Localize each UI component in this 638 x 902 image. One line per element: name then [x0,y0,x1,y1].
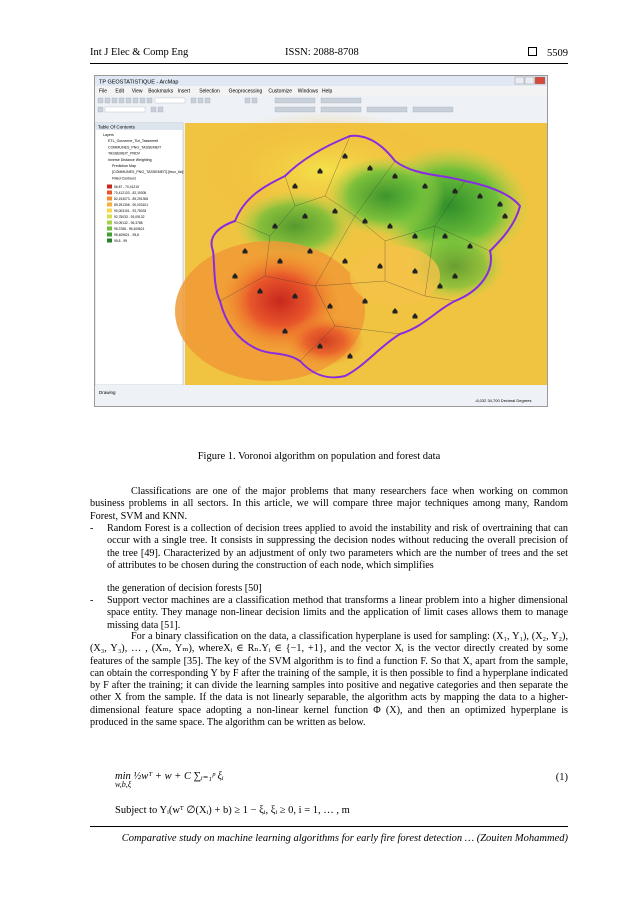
legend-label: 56,87 - 70,41215 [114,185,139,189]
legend-swatch [107,185,112,189]
menu-item-insert[interactable]: Insert [177,88,191,95]
legend-label: 95,8 - 99 [114,239,128,243]
paragraph-svm-method: For a binary classification on the data, a classification hyperplane is used for sampling: (X₁, Y₁), (X₂, Y₂), (X₃, Y₃), … , (Xₘ, Yₘ), whereXᵢ ∈ Rₙ.Yᵢ ∈ {−1, +1}, and the vector Xᵢ is the vector directly created by some features of the sample [35]. The key of the SVM algorithm is to find a function F. So that X, apart from the sample, can obtain the corresponding Y by F after the training of the sample, it is then possible to find a hyperplane indicated by F after the training; it can divide the learning samples into positive and negative categories and then separate the other X from the sample. If the data is not linearly separable, the algorithm acts by mapping the data to a higher-dimensional feature space adopting a non-linear kernel function Φ (X), and then an optimized hyperplane is produced in the same space. The algorithm can be written as below. [90,631,568,729]
menu-item-bookmarks[interactable]: Bookmarks [148,88,174,95]
legend-label: 95,3788 - 95,409621 [114,227,145,231]
journal-name: Int J Elec & Comp Eng [90,47,189,58]
menu-item-windows[interactable]: Windows [297,88,319,95]
checkbox-square-icon [528,47,537,56]
legend-swatch [107,191,112,195]
menu-item-selection[interactable]: Selection [199,88,220,95]
legend-swatch [107,221,112,225]
legend-swatch [107,233,112,237]
toc-layer-item[interactable]: Filled Contours [112,176,137,181]
window-title: TP GEOSTATISTIQUE - ArcMap [99,79,179,86]
toc-layer-item[interactable]: Inverse Distance Weighting [108,157,152,162]
legend-swatch [107,227,112,231]
drawing-label: Drawing [99,390,116,395]
menu-item-geoprocessing[interactable]: Geoprocessing [228,88,263,95]
equation-1-subscript: w,b,ξ [115,780,132,789]
menu-item-file[interactable]: File [99,88,108,95]
paragraph-intro: Classifications are one of the major problems that many researchers face when working on common business problems in all sectors. In this article, we will compare three major techniques among many, Random Forest, SVM and KNN. [90,486,568,522]
maximize-button[interactable] [525,77,534,84]
close-button[interactable] [535,77,545,84]
menu-item-view[interactable]: View [131,88,143,95]
toc-layer-item[interactable]: TASSEMEIT_PRDV [108,151,141,156]
status-coordinates: -6,032 34,700 Decimal Degrees [475,398,532,403]
toc-layer-item[interactable]: ETL_Gouverne_Tizi_Tassemeit [108,139,159,144]
header-rule [90,63,568,64]
menu-item-edit[interactable]: Edit [115,88,125,95]
bullet-dash: - [90,595,94,606]
page-number-block [528,47,568,59]
legend-label: 92,75033 - 93,09132 [114,215,145,219]
toc-title: Table Of Contents [98,124,135,130]
issn: ISSN: 2088-8708 [285,47,359,58]
equation-2: Subject to Yᵢ(wᵀ ∅(Xᵢ) + b) ≥ 1 − ξᵢ, ξᵢ ≥ 0, i = 1, … , m [115,805,350,816]
legend-swatch [107,239,112,243]
legend-swatch [107,203,112,207]
legend-label: 93,09132 - 95,3788 [114,221,143,225]
menu-item-help[interactable]: Help [322,88,333,95]
menu-item-customize[interactable]: Customize [268,88,293,95]
bullet-dash: - [90,523,94,534]
toc-layer-item[interactable]: [COMMUNES_PNG_TASSEMEIT].[feux_tizi] [112,170,184,175]
arcmap-window [95,76,547,406]
legend-label: 95,409621 - 95,8 [114,233,139,237]
page-footer: Comparative study on machine learning algorithms for early fire forest detection … (Zouiten Mohammed) [121,833,568,844]
minimize-button[interactable] [515,77,524,84]
toc-layer-item[interactable]: Prediction Map [112,164,136,168]
footer-rule [90,826,568,827]
page-header [90,47,568,63]
map-canvas[interactable] [175,111,547,385]
legend-label: 70,412133 - 82,19305 [114,191,147,195]
toc-layer-item[interactable]: Layers [103,133,114,137]
equation-1-number: (1) [555,772,568,783]
figure-caption: Figure 1. Voronoi algorithm on population and forest data [197,451,441,462]
equation-1-body: min ½wᵀ + w + C ∑ᵢ₌₁ᵖ ξᵢ [115,771,224,782]
figure-screenshot [94,75,548,407]
page-number: 5509 [547,48,568,59]
random-forest-text-continued: the generation of decision forests [50] [107,583,262,594]
legend-swatch [107,209,112,213]
legend-label: 82,193073 - 89,291308 [114,197,149,201]
toc-layer-item[interactable]: COMMUNES_PNG_TASSEMEIT [108,145,162,150]
legend-label: 89,291308 - 90,003101 [114,203,149,207]
svm-text: Support vector machines are a classification method that transforms a linear problem into a higher dimensional space entity. They manage non-linear decision limits and the application of limit cases allows them to manage missing data [51]. [107,595,568,631]
equation-1 [115,770,224,789]
random-forest-text: Random Forest is a collection of decision trees applied to avoid the instability and risk of overtraining that can occur with a single tree. It consists in suppressing the decision nodes without reducing the overall precision of the tree [49]. Characterized by an adjustment of only two parameters which are the number of trees and the set of attributes to be chosen during the construction of each node, which simplifies [107,523,568,571]
legend-label: 90,003101 - 92,75033 [114,209,147,213]
legend-swatch [107,215,112,219]
legend-swatch [107,197,112,201]
